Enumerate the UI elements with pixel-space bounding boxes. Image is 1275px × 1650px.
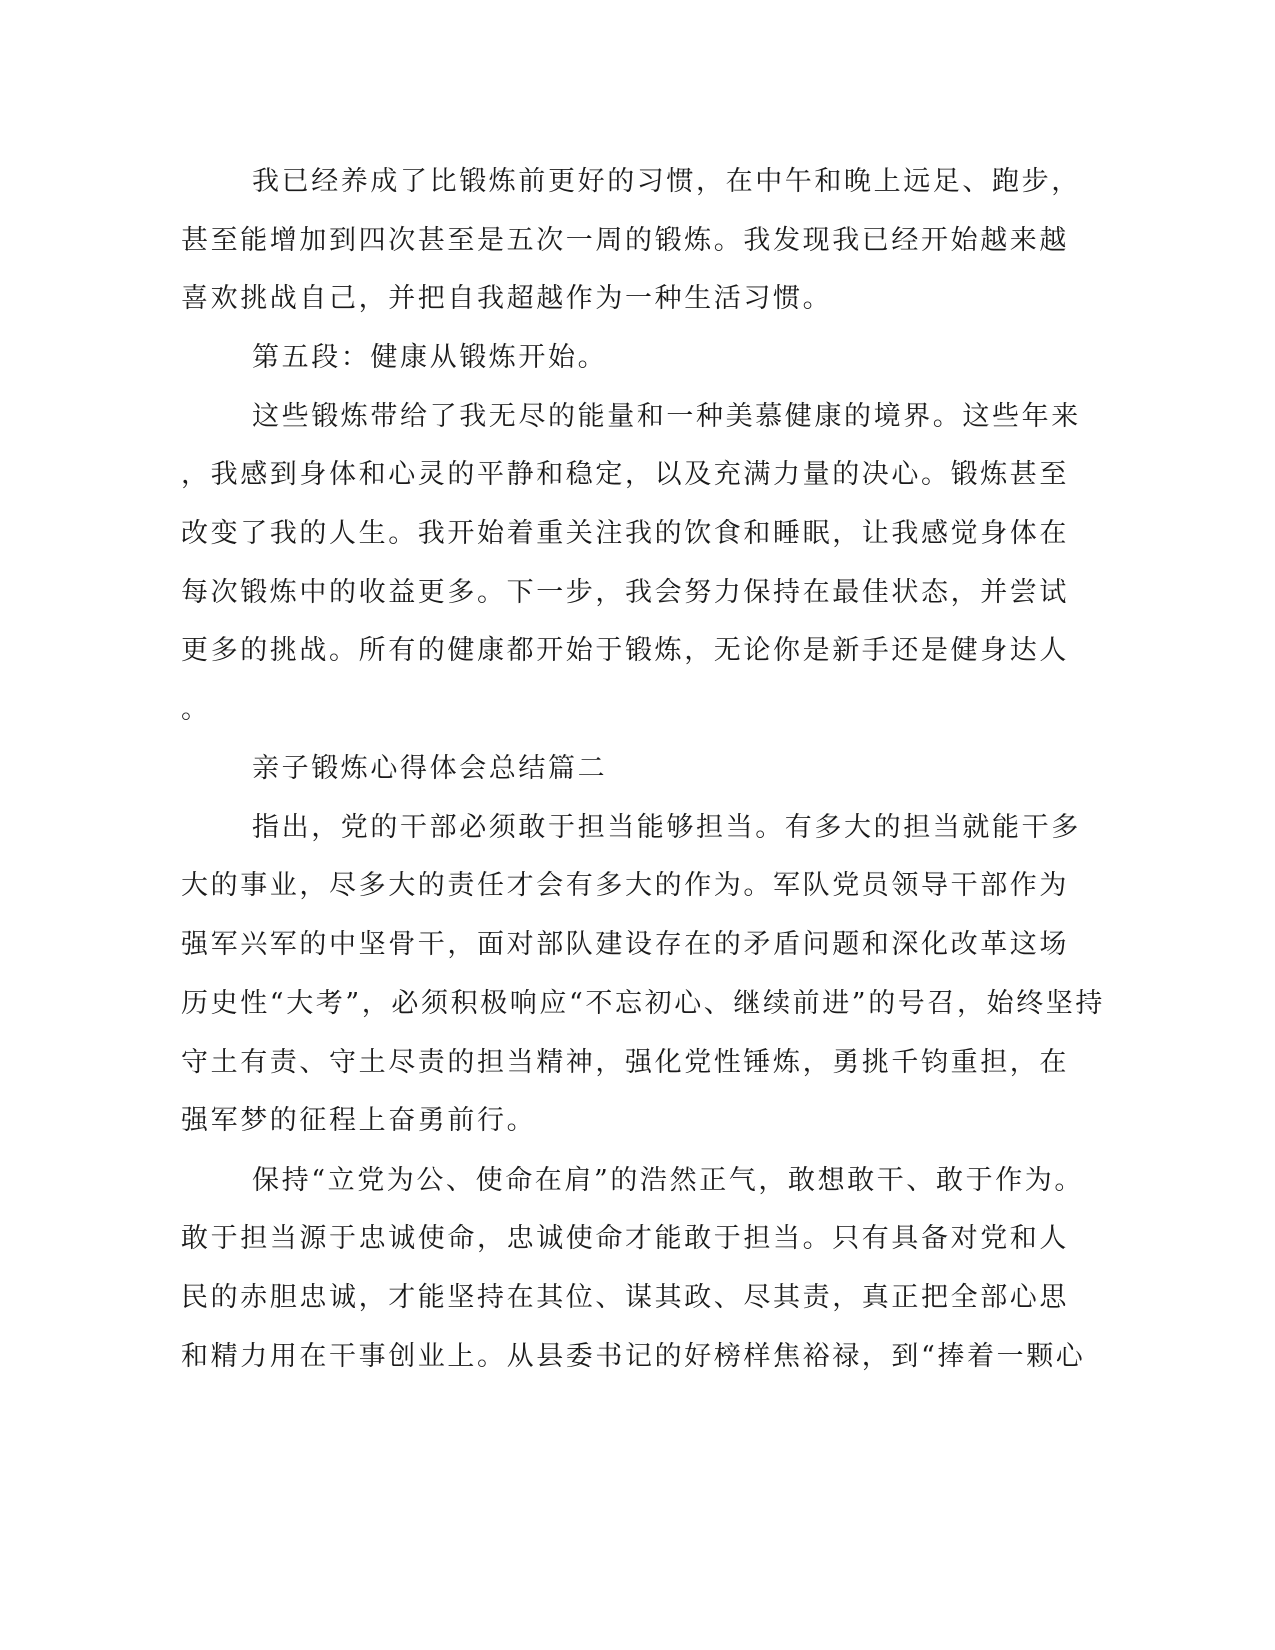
paragraph-line: 保持“立党为公、使命在肩”的浩然正气，敢想敢干、敢于作为。 bbox=[252, 1165, 1085, 1196]
paragraph-line: 我已经养成了比锻炼前更好的习惯，在中午和晚上远足、跑步， bbox=[252, 166, 1081, 197]
paragraph-line: 指出，党的干部必须敢于担当能够担当。有多大的担当就能干多 bbox=[252, 812, 1081, 843]
paragraph-line: 强军梦的征程上奋勇前行。 bbox=[181, 1105, 537, 1136]
paragraph-line: 和精力用在干事创业上。从县委书记的好榜样焦裕禄，到“捧着一颗心 bbox=[181, 1341, 1086, 1372]
section-heading: 第五段：健康从锻炼开始。 bbox=[252, 342, 608, 373]
paragraph-line: 喜欢挑战自己，并把自我超越作为一种生活习惯。 bbox=[181, 283, 833, 314]
paragraph-line: 这些锻炼带给了我无尽的能量和一种美慕健康的境界。这些年来 bbox=[252, 401, 1081, 432]
paragraph-line: 历史性“大考”，必须积极响应“不忘初心、继续前进”的号召，始终坚持 bbox=[181, 988, 1106, 1019]
paragraph-line: 敢于担当源于忠诚使命，忠诚使命才能敢于担当。只有具备对党和人 bbox=[181, 1223, 1069, 1254]
paragraph-line: 改变了我的人生。我开始着重关注我的饮食和睡眠，让我感觉身体在 bbox=[181, 518, 1069, 549]
paragraph-line: 更多的挑战。所有的健康都开始于锻炼，无论你是新手还是健身达人 bbox=[181, 635, 1069, 666]
article-title: 亲子锻炼心得体会总结篇二 bbox=[252, 753, 608, 784]
paragraph-line: 守土有责、守土尽责的担当精神，强化党性锤炼，勇挑千钧重担，在 bbox=[181, 1047, 1069, 1078]
paragraph-line: 大的事业，尽多大的责任才会有多大的作为。军队党员领导干部作为 bbox=[181, 870, 1069, 901]
paragraph-line: ，我感到身体和心灵的平静和稳定，以及充满力量的决心。锻炼甚至 bbox=[181, 459, 1069, 490]
paragraph-line: 。 bbox=[181, 694, 211, 725]
paragraph-line: 甚至能增加到四次甚至是五次一周的锻炼。我发现我已经开始越来越 bbox=[181, 225, 1069, 256]
paragraph-line: 每次锻炼中的收益更多。下一步，我会努力保持在最佳状态，并尝试 bbox=[181, 577, 1069, 608]
paragraph-line: 强军兴军的中坚骨干，面对部队建设存在的矛盾问题和深化改革这场 bbox=[181, 929, 1069, 960]
paragraph-line: 民的赤胆忠诚，才能坚持在其位、谋其政、尽其责，真正把全部心思 bbox=[181, 1282, 1069, 1313]
